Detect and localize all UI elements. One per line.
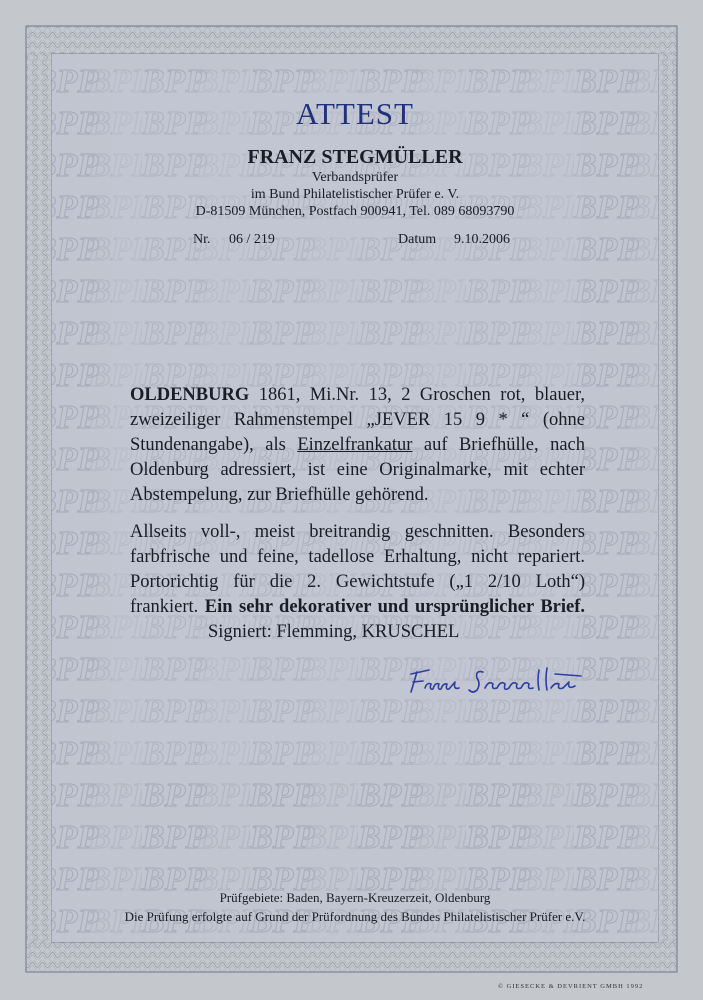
paragraph-line: [130, 595, 585, 620]
nr-value: 06 / 219: [229, 232, 275, 247]
handwritten-signature: [405, 662, 585, 702]
datum-label: Datum: [398, 232, 437, 247]
stamp-description-paragraph: [130, 383, 585, 508]
examiner-name: FRANZ STEGMÜLLER: [247, 146, 463, 168]
paragraph-line: Allseits voll-, meist breitrandig geschnitten. Besonders: [130, 522, 585, 542]
nr-label: Nr.: [193, 232, 211, 247]
paragraph-text: auf Briefhülle, nach: [412, 435, 585, 455]
paragraph-line: Abstempelung, zur Briefhülle gehörend.: [130, 485, 429, 505]
paragraph-text: frankiert.: [130, 597, 205, 617]
summary-bold: Ein sehr dekorativer und ursprünglicher Brief.: [204, 597, 586, 617]
paragraph-text: 1861, Mi.Nr. 13, 2 Groschen rot, blauer,: [249, 385, 585, 405]
printer-imprint: © GIESECKE & DEVRIENT GMBH 1992: [498, 983, 644, 990]
footer-examination-areas: Prüfgebiete: Baden, Bayern-Kreuzerzeit, Oldenburg: [219, 890, 491, 905]
footer-regulation-note: Die Prüfung erfolgte auf Grund der Prüfordnung des Bundes Philatelistischer Prüfer e.V.: [124, 909, 586, 924]
paragraph-line: farbfrische und feine, tadellose Erhaltung, nicht repariert.: [130, 547, 585, 567]
paragraph-line: zweizeiliger Rahmenstempel „JEVER 15 9 * “ (ohne: [130, 410, 585, 430]
signed-by-line: Signiert: Flemming, KRUSCHEL: [208, 622, 460, 642]
stamp-issue-label: OLDENBURG: [130, 385, 250, 405]
paragraph-line: Oldenburg adressiert, ist eine Originalmarke, mit echter: [130, 460, 585, 480]
condition-paragraph: [130, 520, 585, 645]
paragraph-line: [130, 433, 585, 458]
franking-type-underlined: Einzelfrankatur: [297, 435, 413, 455]
certificate-title: ATTEST: [296, 96, 414, 131]
datum-value: 9.10.2006: [454, 232, 510, 247]
paragraph-line: [130, 383, 585, 408]
examiner-organization: im Bund Philatelistischer Prüfer e. V.: [250, 187, 460, 202]
paragraph-line: Portorichtig für die 2. Gewichtstufe („1 2/10 Loth“): [130, 572, 585, 592]
examiner-role: Verbandsprüfer: [311, 170, 399, 185]
examiner-address: D-81509 München, Postfach 900941, Tel. 089 68093790: [195, 204, 515, 219]
paragraph-text: Stundenangabe), als: [130, 435, 298, 455]
